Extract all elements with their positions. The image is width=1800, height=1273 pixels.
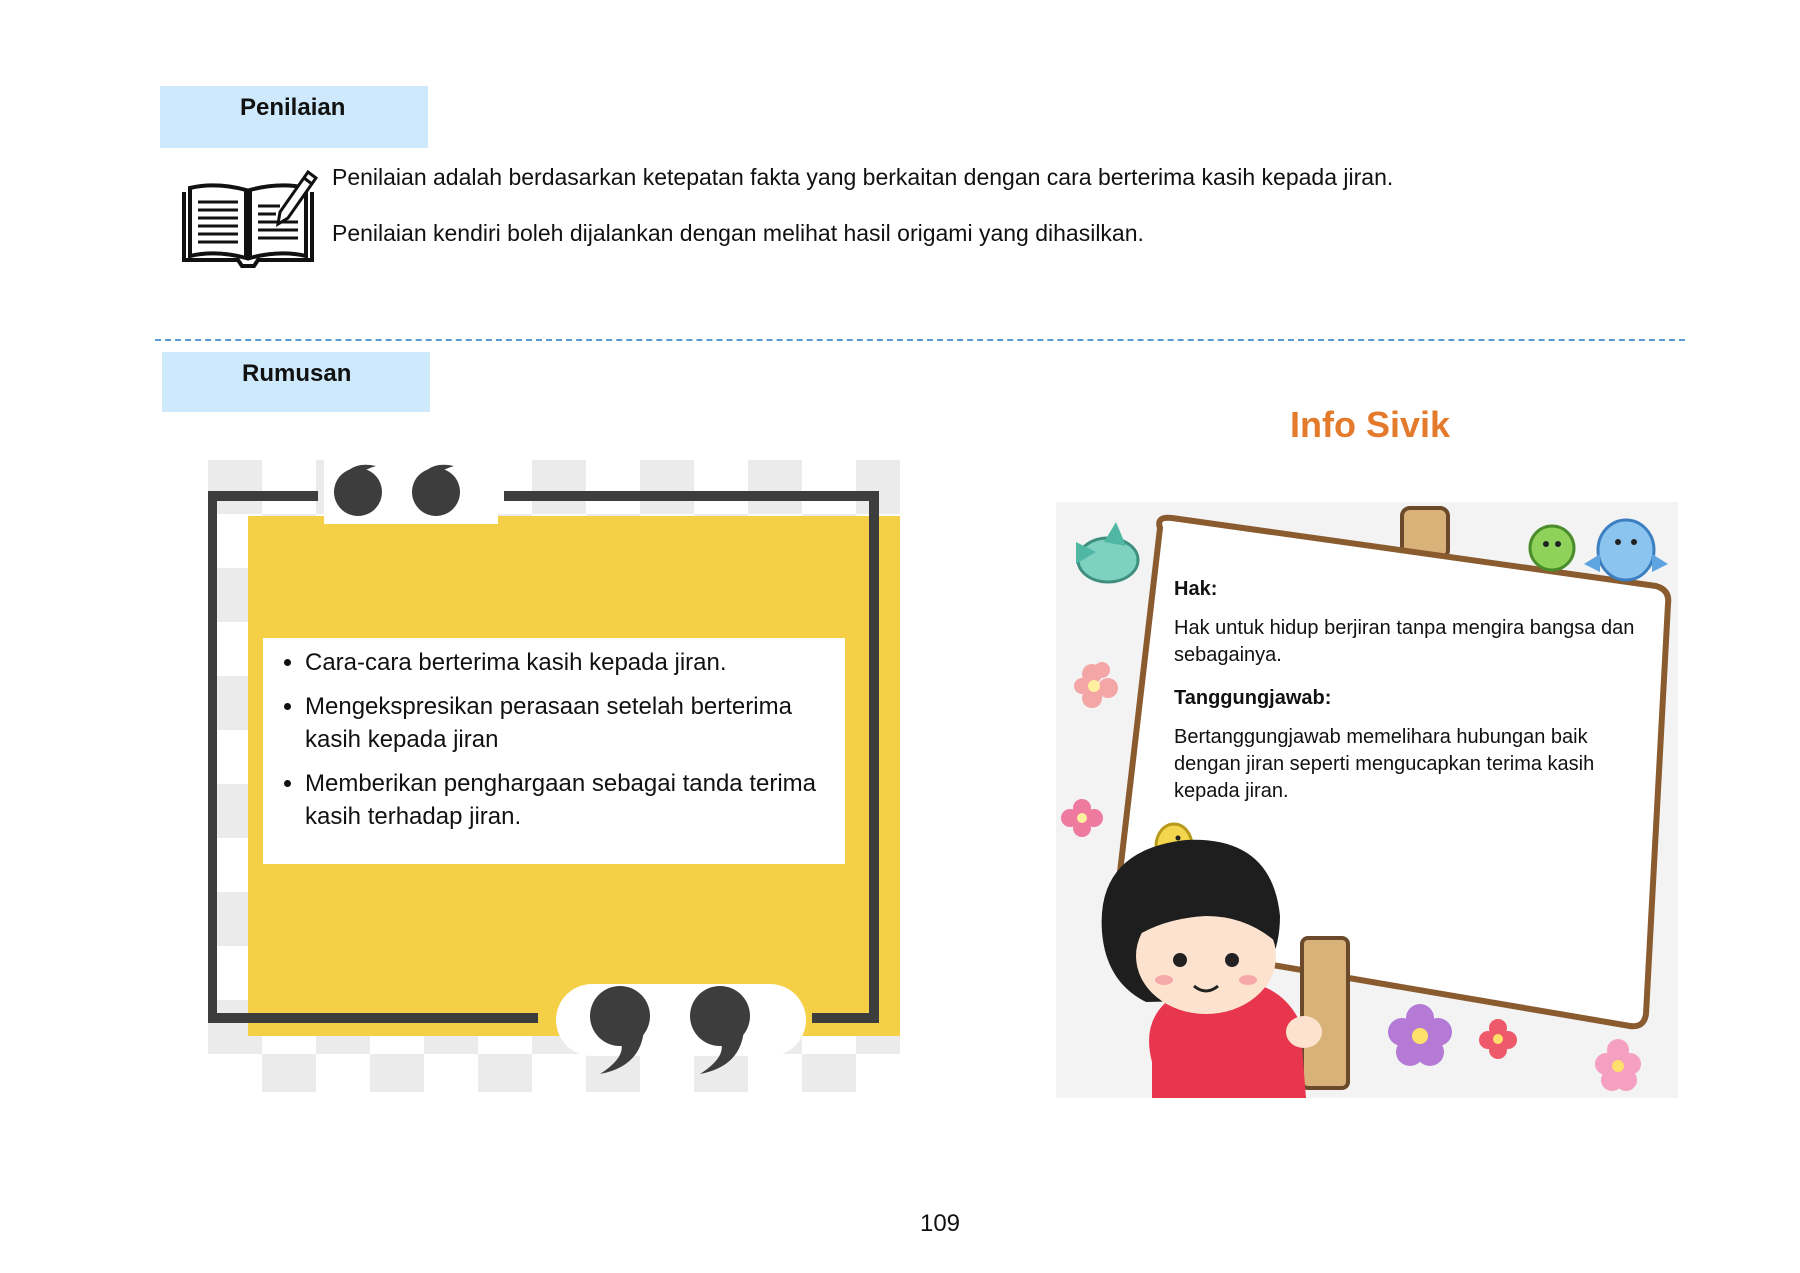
page-number: 109 [919, 1210, 961, 1237]
penilaian-line-2: Penilaian kendiri boleh dijalankan dengan melihat hasil origami yang dihasilkan. [332, 220, 1144, 246]
section-divider [155, 339, 1685, 341]
open-book-pen-icon [176, 166, 320, 270]
rumusan-heading: Rumusan [162, 352, 430, 412]
summary-point: • Mengekspresikan perasaan setelah berterima kasih kepada jiran [305, 690, 825, 756]
summary-point: • Cara-cara berterima kasih kepada jiran. [305, 646, 825, 679]
rumusan-quote-card [208, 460, 900, 1092]
penilaian-heading: Penilaian [160, 86, 428, 148]
info-sivik-text [1174, 576, 1644, 821]
green-bird-icon [1530, 526, 1574, 570]
penilaian-line-1: Penilaian adalah berdasarkan ketepatan fakta yang berkaitan dengan cara berterima kasih kepada jiran. [332, 164, 1394, 190]
summary-list [273, 646, 825, 833]
hak-text: Hak untuk hidup berjiran tanpa mengira bangsa dan sebagainya. [1174, 617, 1635, 666]
tanggungjawab-heading: Tanggungjawab: [1174, 687, 1332, 709]
hak-heading: Hak: [1174, 578, 1218, 600]
tanggungjawab-text: Bertanggungjawab memelihara hubungan baik dengan jiran seperti mengucapkan terima kasih kepada jiran. [1174, 726, 1595, 802]
info-sivik-card [1056, 502, 1678, 1098]
info-sivik-title: Info Sivik [1289, 404, 1451, 445]
summary-list-box [263, 638, 845, 864]
summary-point: • Memberikan penghargaan sebagai tanda terima kasih terhadap jiran. [305, 767, 825, 833]
